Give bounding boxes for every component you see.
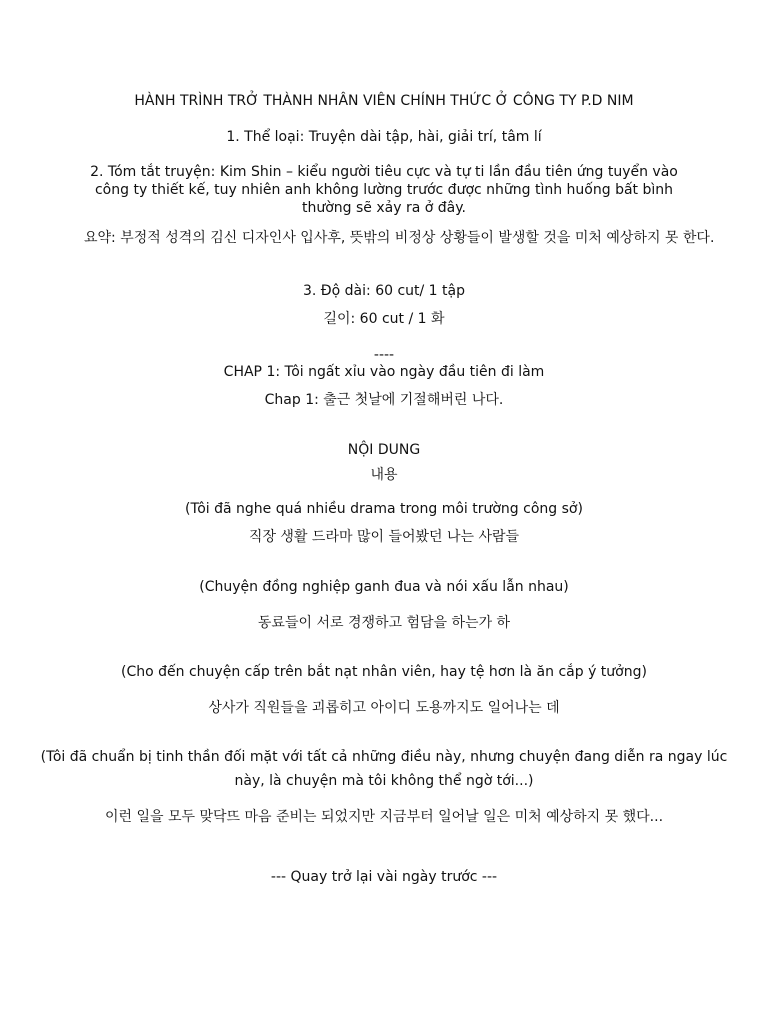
separator: ---- [373,347,395,363]
paragraph-1-korean: 직장 생활 드라마 많이 들어봤던 나는 사람들 [248,529,520,545]
genre-line: 1. Thể loại: Truyện dài tập, hài, giải trí, tâm lí [226,129,542,145]
chapter-title-korean: Chap 1: 출근 첫날에 기절해버린 나다. [264,392,504,408]
paragraph-2-vietnamese: (Chuyện đồng nghiệp ganh đua và nói xấu lẫn nhau) [199,579,569,595]
paragraph-4-korean: 이런 일을 모두 맞닥뜨 마음 준비는 되었지만 지금부터 일어날 일은 미처 예상하지 못 했다... [104,809,664,825]
content-heading-vietnamese: NỘI DUNG [347,442,421,458]
summary-korean: 요약: 부정적 성격의 김신 디자인사 입사후, 뜻밖의 비정상 상황들이 발생할 것을 미처 예상하지 못 한다. [84,230,715,246]
flashback-line: --- Quay trở lại vài ngày trước --- [270,869,498,885]
chapter-title-vietnamese: CHAP 1: Tôi ngất xỉu vào ngày đầu tiên đi làm [223,364,545,380]
document-title: HÀNH TRÌNH TRỞ THÀNH NHÂN VIÊN CHÍNH THỨC Ở CÔNG TY P.D NIM [134,93,634,109]
paragraph-1-vietnamese: (Tôi đã nghe quá nhiều drama trong môi trường công sở) [185,501,583,517]
content-heading-korean: 내용 [370,467,398,483]
paragraph-2-korean: 동료들이 서로 경쟁하고 험담을 하는가 하 [257,615,511,631]
summary-vietnamese: 2. Tóm tắt truyện: Kim Shin – kiểu người tiêu cực và tự ti lần đầu tiên ứng tuyển vào công ty thiết kế, tuy nhiên anh không lường trước được những tình huống bất bình thường sẽ xảy ra ở đây. [90,164,678,216]
paragraph-3-korean: 상사가 직원들을 괴롭히고 아이디 도용까지도 일어나는 데 [208,700,560,716]
paragraph-4-vietnamese: (Tôi đã chuẩn bị tinh thần đối mặt với tất cả những điều này, nhưng chuyện đang diễn ra ngay lúc này, là chuyện mà tôi không thể ngờ tới...) [40,749,728,789]
length-korean: 길이: 60 cut / 1 화 [323,311,445,327]
paragraph-3-vietnamese: (Cho đến chuyện cấp trên bắt nạt nhân viên, hay tệ hơn là ăn cắp ý tưởng) [121,664,647,680]
length-vietnamese: 3. Độ dài: 60 cut/ 1 tập [303,283,465,299]
